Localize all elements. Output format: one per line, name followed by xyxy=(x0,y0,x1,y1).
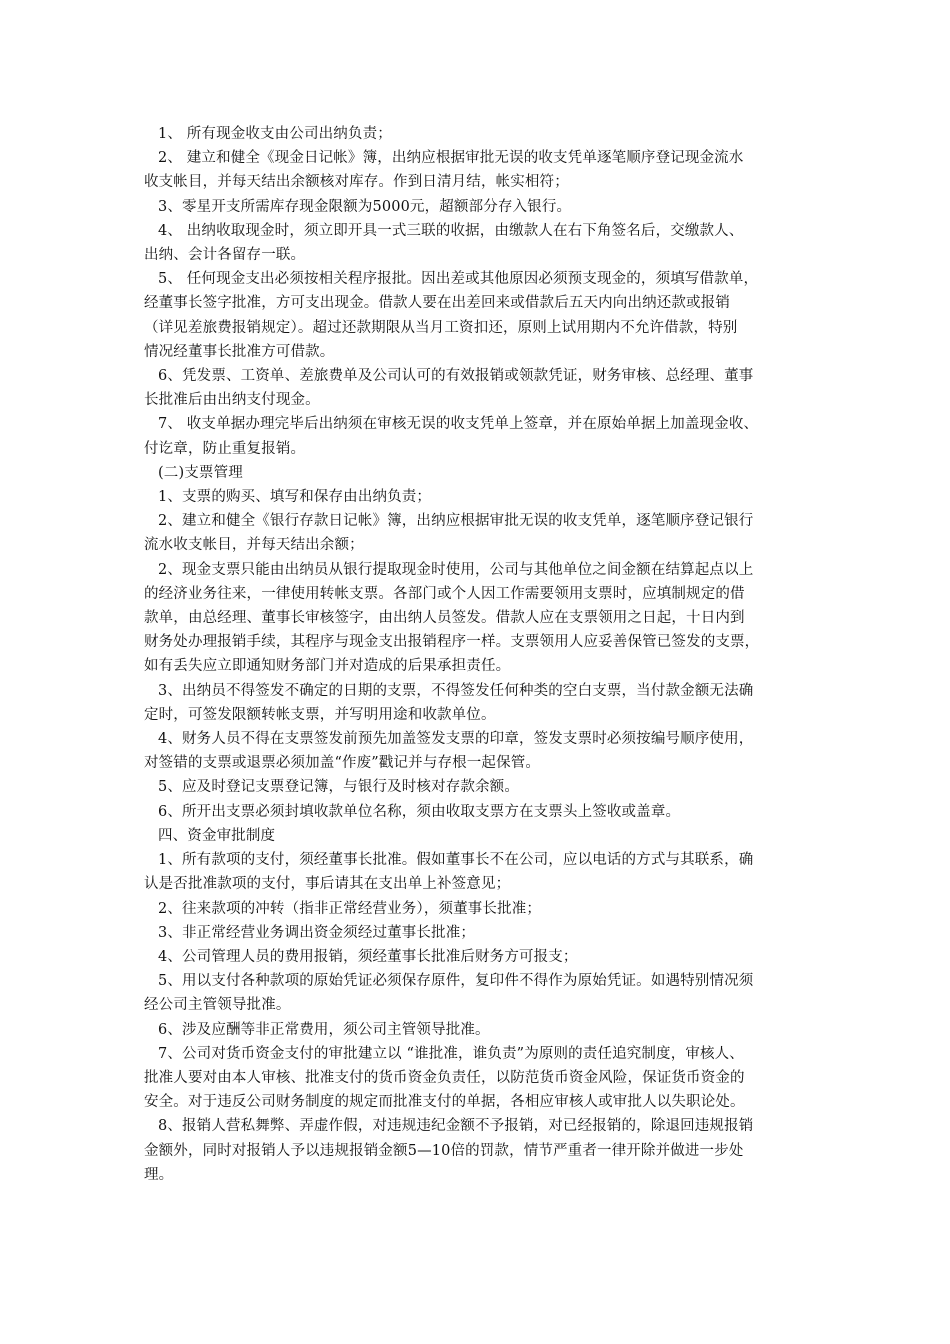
paragraph-line: 2、现金支票只能由出纳员从银行提取现金时使用，公司与其他单位之间金额在结算起点以上 xyxy=(158,561,754,578)
paragraph xyxy=(144,945,809,969)
paragraph xyxy=(144,969,809,1017)
paragraph-line: （详见差旅费报销规定）。超过还款期限从当月工资扣还，原则上试用期内不允许借款，特别 xyxy=(144,319,738,336)
paragraph-line: 4、公司管理人员的费用报销，须经董事长批准后财务方可报支； xyxy=(158,948,578,965)
paragraph xyxy=(144,558,809,679)
paragraph xyxy=(144,195,809,219)
paragraph xyxy=(144,219,809,267)
paragraph-line: 四、资金审批制度 xyxy=(158,827,276,844)
paragraph xyxy=(144,679,809,727)
paragraph xyxy=(144,485,809,509)
paragraph-line: (二)支票管理 xyxy=(158,464,243,481)
paragraph-line: 3、零星开支所需库存现金限额为5000元，超额部分存入银行。 xyxy=(158,198,572,215)
paragraph-line: 如有丢失应立即通知财务部门并对造成的后果承担责任。 xyxy=(144,658,511,675)
paragraph-line: 4、 出纳收取现金时，须立即开具一式三联的收据，由缴款人在右下角签名后，交缴款人、 xyxy=(158,222,744,239)
paragraph-line: 财务处办理报销手续，其程序与现金支出报销程序一样。支票领用人应妥善保管已签发的支票， xyxy=(144,634,760,651)
paragraph-line: 对签错的支票或退票必须加盖“作废”戳记并与存根一起保管。 xyxy=(144,755,541,772)
paragraph-line: 理。 xyxy=(144,1166,174,1183)
paragraph-line: 批准人要对由本人审核、批准支付的货币资金负责任，以防范货币资金风险，保证货币资金的 xyxy=(144,1069,745,1086)
paragraph-line: 4、财务人员不得在支票签发前预先加盖签发支票的印章，签发支票时必须按编号顺序使用， xyxy=(158,731,754,748)
paragraph-line: 5、 任何现金支出必须按相关程序报批。因出差或其他原因必须预支现金的，须填写借款单， xyxy=(158,271,759,288)
paragraph-line: 3、出纳员不得签发不确定的日期的支票，不得签发任何种类的空白支票，当付款金额无法确 xyxy=(158,682,754,699)
paragraph xyxy=(144,775,809,799)
paragraph-line: 收支帐目，并每天结出余额核对库存。作到日清月结，帐实相符； xyxy=(144,174,569,191)
paragraph-line: 经董事长签字批准，方可支出现金。借款人要在出差回来或借款后五天内向出纳还款或报销 xyxy=(144,295,730,312)
paragraph-line: 1、 所有现金收支由公司出纳负责； xyxy=(158,126,392,142)
paragraph-line: 款单，由总经理、董事长审核签字，由出纳人员签发。借款人应在支票领用之日起，十日内到 xyxy=(144,610,745,627)
paragraph-line: 8、报销人营私舞弊、弄虚作假，对违规违纪金额不予报销，对已经报销的，除退回违规报销 xyxy=(158,1118,754,1135)
paragraph-line: 3、非正常经营业务调出资金须经过董事长批准； xyxy=(158,924,476,941)
paragraph-line: 7、公司对货币资金支付的审批建立以 “谁批准，谁负责”为原则的责任追究制度，审核人、 xyxy=(158,1045,744,1062)
paragraph xyxy=(144,824,809,848)
paragraph-line: 经公司主管领导批准。 xyxy=(144,997,291,1014)
paragraph xyxy=(144,146,809,194)
paragraph-line: 认是否批准款项的支付，事后请其在支出单上补签意见； xyxy=(144,876,511,893)
paragraph xyxy=(144,412,809,460)
paragraph-line: 安全。对于违反公司财务制度的规定而批准支付的单据，各相应审核人或审批人以失职论处。 xyxy=(144,1094,745,1111)
paragraph xyxy=(144,122,809,146)
paragraph-line: 定时，可签发限额转帐支票，并写明用途和收款单位。 xyxy=(144,706,496,723)
document-page xyxy=(144,122,809,1187)
paragraph xyxy=(144,727,809,775)
paragraph-line: 1、所有款项的支付，须经董事长批准。假如董事长不在公司，应以电话的方式与其联系，确 xyxy=(158,852,754,869)
paragraph xyxy=(144,461,809,485)
paragraph-line: 2、往来款项的冲转（指非正常经营业务），须董事长批准； xyxy=(158,900,542,917)
paragraph xyxy=(144,897,809,921)
paragraph xyxy=(144,848,809,896)
paragraph-line: 6、所开出支票必须封填收款单位名称，须由收取支票方在支票头上签收或盖章。 xyxy=(158,803,681,820)
paragraph-line: 5、应及时登记支票登记簿，与银行及时核对存款余额。 xyxy=(158,779,519,796)
paragraph-line: 长批准后由出纳支付现金。 xyxy=(144,392,320,409)
paragraph-line: 5、用以支付各种款项的原始凭证必须保存原件，复印件不得作为原始凭证。如遇特别情况须 xyxy=(158,973,754,990)
paragraph-line: 的经济业务往来，一律使用转帐支票。各部门或个人因工作需要领用支票时，应填制规定的借 xyxy=(144,585,745,602)
paragraph-line: 付讫章，防止重复报销。 xyxy=(144,440,306,457)
paragraph-line: 2、建立和健全《银行存款日记帐》簿，出纳应根据审批无误的收支凭单，逐笔顺序登记银行 xyxy=(158,513,754,530)
paragraph xyxy=(144,921,809,945)
paragraph xyxy=(144,509,809,557)
paragraph-line: 6、凭发票、工资单、差旅费单及公司认可的有效报销或领款凭证，财务审核、总经理、董事 xyxy=(158,368,754,385)
paragraph xyxy=(144,1018,809,1042)
paragraph xyxy=(144,1114,809,1187)
paragraph xyxy=(144,800,809,824)
paragraph xyxy=(144,364,809,412)
paragraph xyxy=(144,1042,809,1115)
paragraph-line: 流水收支帐目，并每天结出余额； xyxy=(144,537,364,554)
paragraph-line: 1、支票的购买、填写和保存由出纳负责； xyxy=(158,489,432,506)
paragraph-line: 金额外，同时对报销人予以违规报销金额5—10倍的罚款，情节严重者一律开除并做进一步处 xyxy=(144,1142,744,1159)
paragraph-line: 6、涉及应酬等非正常费用，须公司主管领导批准。 xyxy=(158,1021,490,1038)
paragraph-line: 情况经董事长批准方可借款。 xyxy=(144,343,335,360)
paragraph-line: 7、 收支单据办理完毕后出纳须在审核无误的收支凭单上签章，并在原始单据上加盖现金收、 xyxy=(158,416,759,433)
paragraph xyxy=(144,267,809,364)
paragraph-line: 出纳、会计各留存一联。 xyxy=(144,247,306,264)
paragraph-line: 2、 建立和健全《现金日记帐》簿，出纳应根据审批无误的收支凭单逐笔顺序登记现金流水 xyxy=(158,150,744,167)
